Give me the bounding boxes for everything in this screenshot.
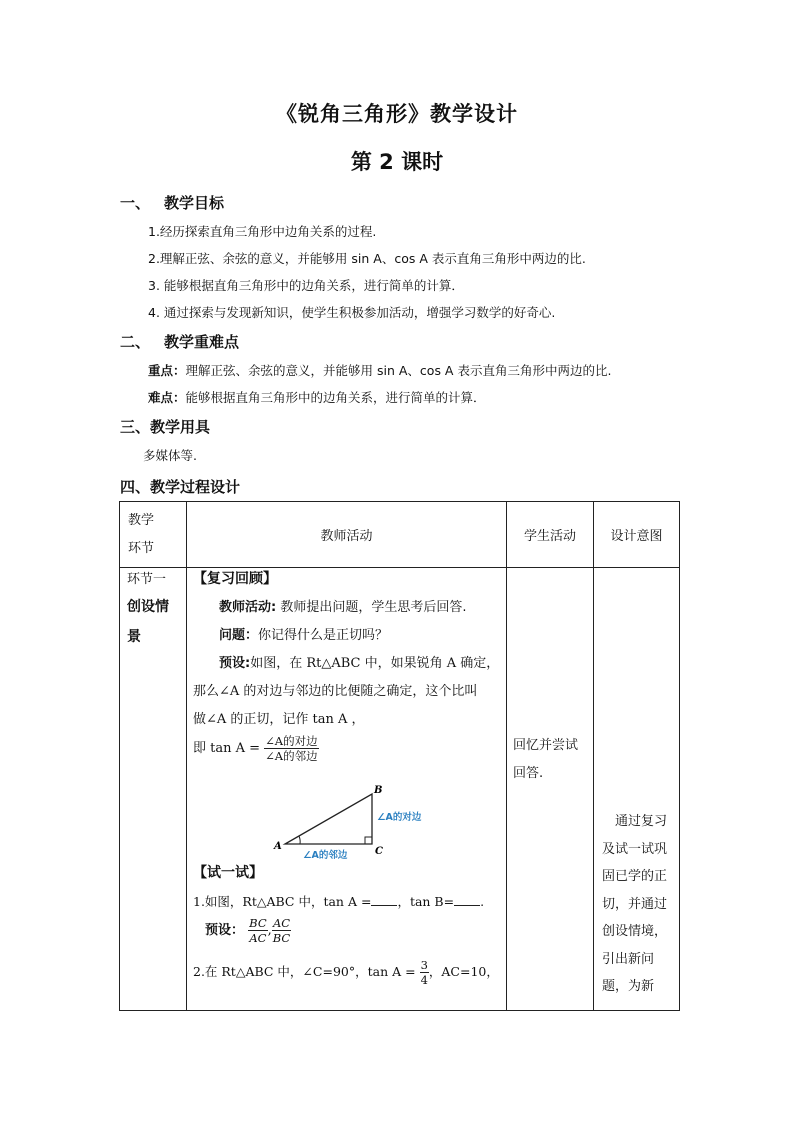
difficulty-point <box>148 388 486 406</box>
q2-den: 4 <box>420 973 428 987</box>
q1-end: . <box>480 894 485 909</box>
focus-point <box>148 361 611 379</box>
q1-blank <box>371 893 397 906</box>
q1-frac2-den: BC <box>272 931 291 945</box>
header-intent: 设计意图 <box>594 502 680 568</box>
teacher-activity-cell <box>187 568 507 1011</box>
preset-text: 如图，在 Rt△ABC 中，如果锐角 A 确定， <box>250 656 500 671</box>
process-table <box>119 501 680 1011</box>
formula-numerator: ∠A的对边 <box>265 734 318 748</box>
header-stage-line2: 环节 <box>128 541 155 556</box>
angle-arc <box>299 836 300 844</box>
preset-label: 预设: <box>219 656 251 671</box>
q1-frac1-den: AC <box>249 931 267 945</box>
header-student: 学生活动 <box>507 502 594 568</box>
section-1-heading: 教学目标 <box>164 194 225 212</box>
triangle-outline <box>285 794 372 844</box>
formula-prefix: 即 tan A = <box>193 741 261 756</box>
table-row <box>120 568 680 1011</box>
difficulty-text: 能够根据直角三角形中的边角关系，进行简单的计算． <box>185 390 486 405</box>
objective-item: 2.理解正弦、余弦的意义，并能够用 sin A、cos A 表示直角三角形中两边的比. <box>148 251 586 266</box>
objective-item: 4. 通过探索与发现新知识，使学生积极参加活动，增强学习数学的好奇心. <box>148 305 556 320</box>
q2-text: 2.在 Rt△ABC 中，∠C=90°，tan A = <box>193 964 416 979</box>
table-header-row <box>120 502 680 568</box>
student-activity-cell <box>507 568 594 1011</box>
review-heading: 【复习回顾】 <box>193 571 277 587</box>
vertex-a-label: A <box>274 841 282 852</box>
teacher-activity-label: 教师活动: <box>219 600 277 615</box>
q1-frac1-num: BC <box>249 916 267 930</box>
q1-text: 1.如图，Rt△ABC 中，tan A = <box>193 894 372 909</box>
stage-number: 环节一 <box>127 572 167 587</box>
preset-text: 做∠A 的正切，记作 tan A ， <box>193 712 365 727</box>
vertex-c-label: C <box>375 846 383 857</box>
q1-preset: 预设： $\frac{BC}{AC}$ , $\frac{AC}{BC}$ <box>205 916 291 945</box>
design-intent-text: 通过复习及试一试巩固已学的正切，并通过创设情境，引出新问题，为新 <box>602 814 668 994</box>
formula-denominator: ∠A的邻边 <box>265 749 318 763</box>
question-label: 问题： <box>219 628 259 643</box>
section-1-number: 一、 <box>120 194 151 212</box>
preset-text: 那么∠A 的对边与邻边的比便随之确定，这个比叫 <box>193 684 478 699</box>
question-text: 你记得什么是正切吗？ <box>258 628 389 643</box>
student-activity-text: 回忆并尝试回答. <box>513 738 579 781</box>
q1-mid: ，tan B= <box>397 894 455 909</box>
question-1 <box>193 892 484 910</box>
tangent-formula <box>193 734 319 763</box>
q1-frac2-num: AC <box>272 916 291 930</box>
header-stage <box>120 502 187 568</box>
teacher-activity-text: 教师提出问题，学生思考后回答. <box>280 600 467 615</box>
section-4-heading: 四、教学过程设计 <box>120 478 241 496</box>
section-2-number: 二、 <box>120 333 151 351</box>
page-subtitle: 第 2 课时 <box>350 150 444 174</box>
objective-item: 3. 能够根据直角三角形中的边角关系，进行简单的计算． <box>148 278 464 293</box>
question-2 <box>193 958 499 987</box>
q2-num: 3 <box>420 958 428 972</box>
q1-preset-label: 预设： <box>205 923 245 938</box>
section-3-heading: 三、教学用具 <box>120 418 211 436</box>
design-intent-cell <box>594 568 680 1011</box>
try-heading: 【试一试】 <box>193 865 263 881</box>
focus-text: 理解正弦、余弦的意义，并能够用 sin A、cos A 表示直角三角形中两边的比. <box>185 363 612 378</box>
right-angle-mark <box>365 837 372 844</box>
difficulty-label: 难点： <box>148 390 186 405</box>
header-stage-line1: 教学 <box>128 513 155 528</box>
q2-end: ，AC=10， <box>428 964 499 979</box>
right-triangle-figure <box>267 784 437 860</box>
stage-name-line1: 创设情 <box>127 599 169 615</box>
q1-blank <box>454 893 480 906</box>
focus-label: 重点： <box>148 363 186 378</box>
objective-item: 1.经历探索直角三角形中边角关系的过程. <box>148 224 377 239</box>
vertex-b-label: B <box>374 785 383 796</box>
header-teacher: 教师活动 <box>187 502 507 568</box>
adjacent-side-label: ∠A的邻边 <box>303 850 348 860</box>
page-title: 《锐角三角形》教学设计 <box>276 102 518 126</box>
section-2-heading: 教学重难点 <box>164 333 240 351</box>
stage-name-line2: 景 <box>127 629 141 645</box>
tools-text: 多媒体等. <box>143 448 197 463</box>
stage-cell <box>120 568 187 1011</box>
opposite-side-label: ∠A的对边 <box>377 812 422 823</box>
